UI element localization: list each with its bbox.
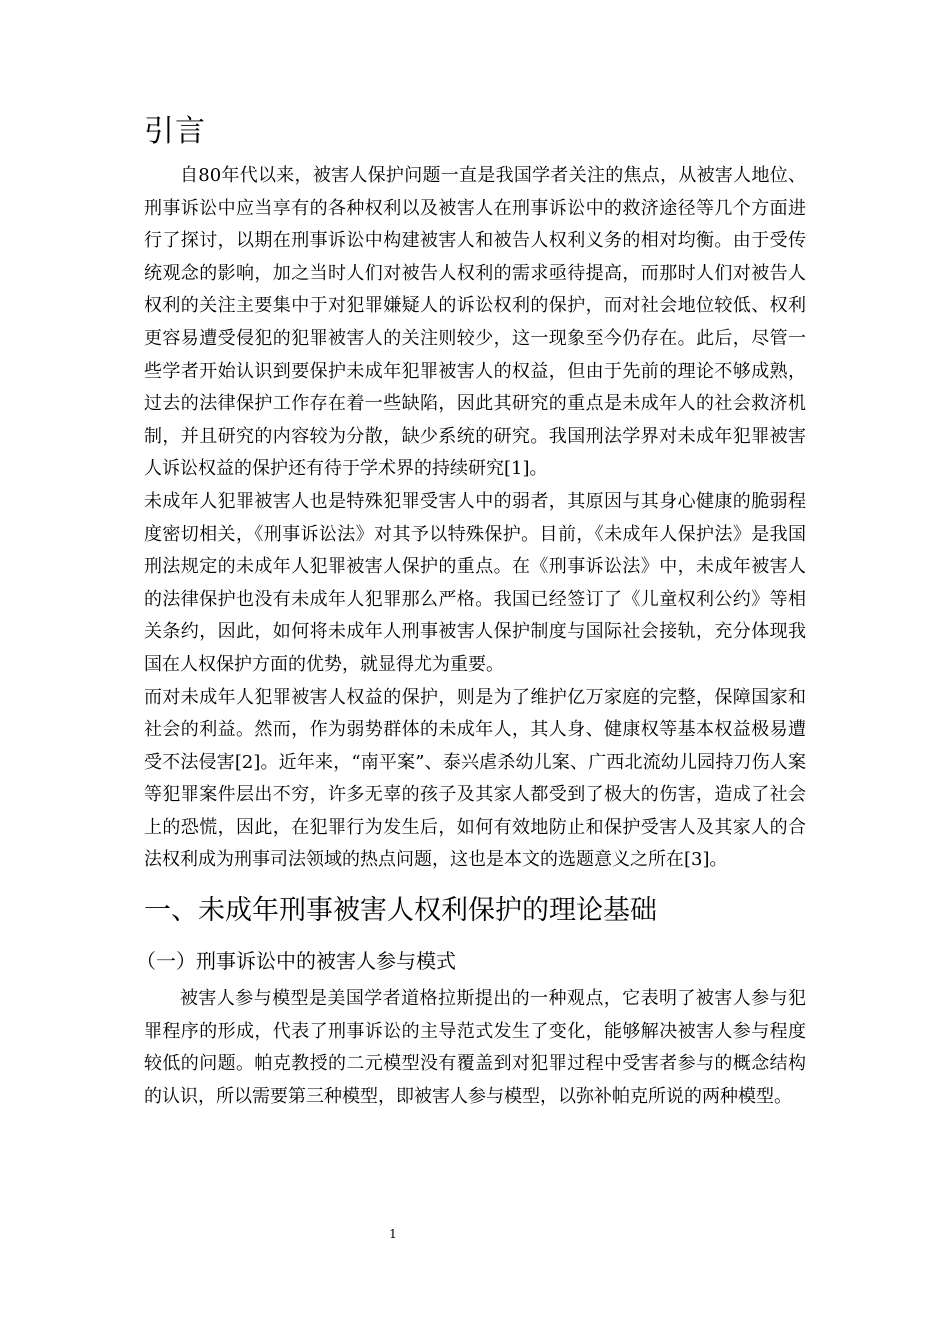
intro-paragraph-1: 自80年代以来，被害人保护问题一直是我国学者关注的焦点，从被害人地位、刑事诉讼中应当享有的各种权利以及被害人在刑事诉讼中的救济途径等几个方面进行了探讨，以期在刑事诉讼中构建被害人和被告人权利义务的相对均衡。由于受传统观念的影响，加之当时人们对被告人权利的需求亟待提高，而那时人们对被告人权利的关注主要集中于对犯罪嫌疑人的诉讼权利的保护，而对社会地位较低、权利更容易遭受侵犯的犯罪被害人的关注则较少，这一现象至今仍存在。此后，尽管一些学者开始认识到要保护未成年犯罪被害人的权益，但由于先前的理论不够成熟，过去的法律保护工作存在着一些缺陷，因此其研究的重点是未成年人的社会救济机制，并且研究的内容较为分散，缺少系统的研究。我国刑法学界对未成年犯罪被害人诉讼权益的保护还有待于学术界的持续研究[1]。 [144, 165, 806, 480]
intro-paragraph-2: 未成年人犯罪被害人也是特殊犯罪受害人中的弱者，其原因与其身心健康的脆弱程度密切相关，《刑事诉讼法》对其予以特殊保护。目前，《未成年人保护法》是我国刑法规定的未成年人犯罪被害人保护的重点。在《刑事诉讼法》中，未成年被害人的法律保护也没有未成年人犯罪那么严格。我国已经签订了《儿童权利公约》等相关条约，因此，如何将未成年人刑事被害人保护制度与国际社会接轨，充分体现我国在人权保护方面的优势，就显得尤为重要。 [144, 490, 806, 675]
subsection-heading: （一）刑事诉讼中的被害人参与模式 [136, 949, 456, 974]
section-heading: 一、未成年刑事被害人权利保护的理论基础 [144, 895, 657, 927]
subsection-paragraph: 被害人参与模型是美国学者道格拉斯提出的一种观点，它表明了被害人参与犯罪程序的形成，代表了刑事诉讼的主导范式发生了变化，能够解决被害人参与程度较低的问题。帕克教授的二元模型没有覆盖到对犯罪过程中受害者参与的概念结构的认识，所以需要第三种模型，即被害人参与模型，以弥补帕克所说的两种模型。 [144, 988, 806, 1107]
intro-heading: 引言 [144, 114, 206, 149]
intro-paragraph-3: 而对未成年人犯罪被害人权益的保护，则是为了维护亿万家庭的完整，保障国家和社会的利益。然而，作为弱势群体的未成年人，其人身、健康权等基本权益极易遭受不法侵害[2]。近年来，“南平案”、泰兴虐杀幼儿案、广西北流幼儿园持刀伤人案等犯罪案件层出不穷，许多无辜的孩子及其家人都受到了极大的伤害，造成了社会上的恐慌，因此，在犯罪行为发生后，如何有效地防止和保护受害人及其家人的合法权利成为刑事司法领域的热点问题，这也是本文的选题意义之所在[3]。 [144, 686, 806, 871]
page-content [136, 110, 806, 1113]
page-number: 1 [389, 1227, 397, 1241]
